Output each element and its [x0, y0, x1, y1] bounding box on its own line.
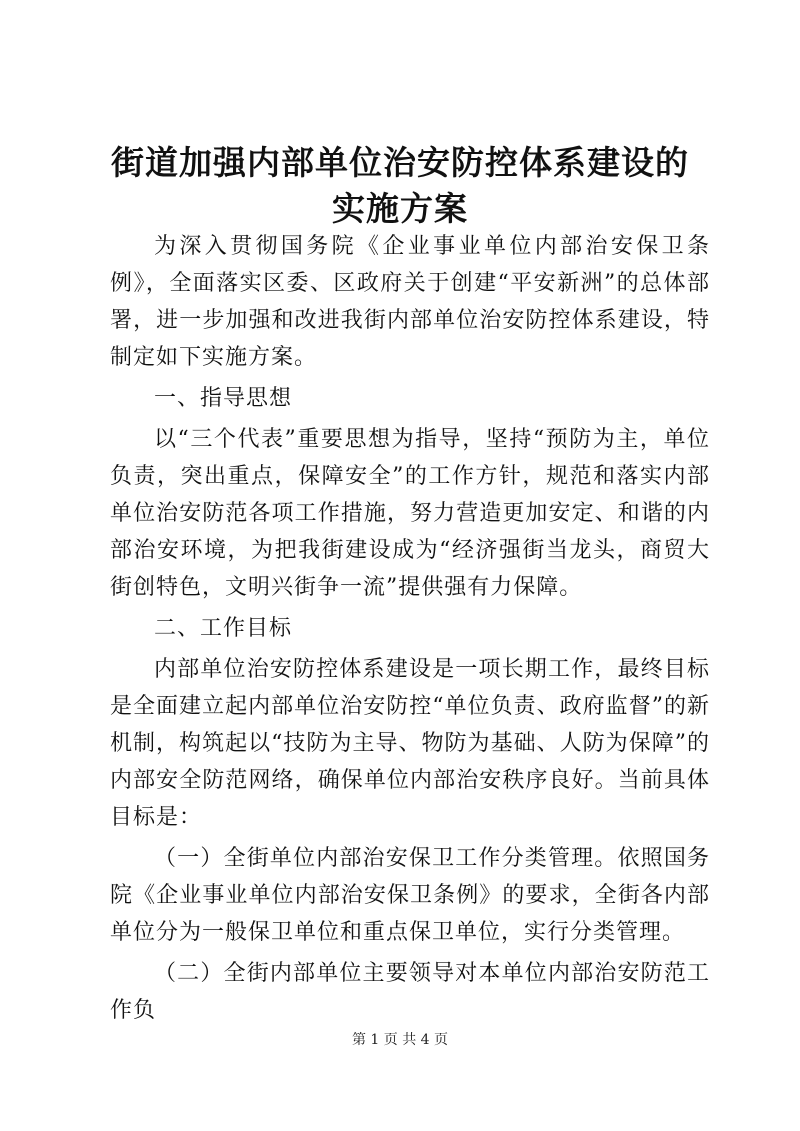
document-title: 街道加强内部单位治安防控体系建设的实施方案 [111, 143, 689, 228]
guiding-ideology-paragraph: 以“三个代表”重要思想为指导，坚持“预防为主，单位负责，突出重点，保障安全”的工作方针，规范和落实内部单位治安防范各项工作措施，努力营造更加安定、和谐的内部治安环境，为把我街建设成为“经济强街当龙头，商贸大街创特色，文明兴街争一流”提供强有力保障。 [110, 427, 710, 600]
section-heading-work-goals: 二、工作目标 [154, 616, 293, 641]
goal-item-2: （二）全街内部单位主要领导对本单位内部治安防范工作负 [110, 961, 710, 1023]
goal-item-1: （一）全街单位内部治安保卫工作分类管理。依照国务院《企业事业单位内部治安保卫条例》的要求，全街各内部单位分为一般保卫单位和重点保卫单位，实行分类管理。 [110, 846, 710, 945]
work-goals-paragraph: 内部单位治安防控体系建设是一项长期工作，最终目标是全面建立起内部单位治安防控“单位负责、政府监督”的新机制，构筑起以“技防为主导、物防为基础、人防为保障”的内部安全防范网络，确保单位内部治安秩序良好。当前具体目标是： [110, 657, 710, 830]
section-heading-guiding-ideology: 一、指导思想 [154, 386, 293, 411]
page-number-footer: 第 1 页 共 4 页 [351, 1032, 449, 1048]
document-body [110, 228, 710, 1029]
intro-paragraph: 为深入贯彻国务院《企业事业单位内部治安保卫条例》，全面落实区委、区政府关于创建“平安新洲”的总体部署，进一步加强和改进我街内部单位治安防控体系建设，特制定如下实施方案。 [110, 234, 710, 370]
